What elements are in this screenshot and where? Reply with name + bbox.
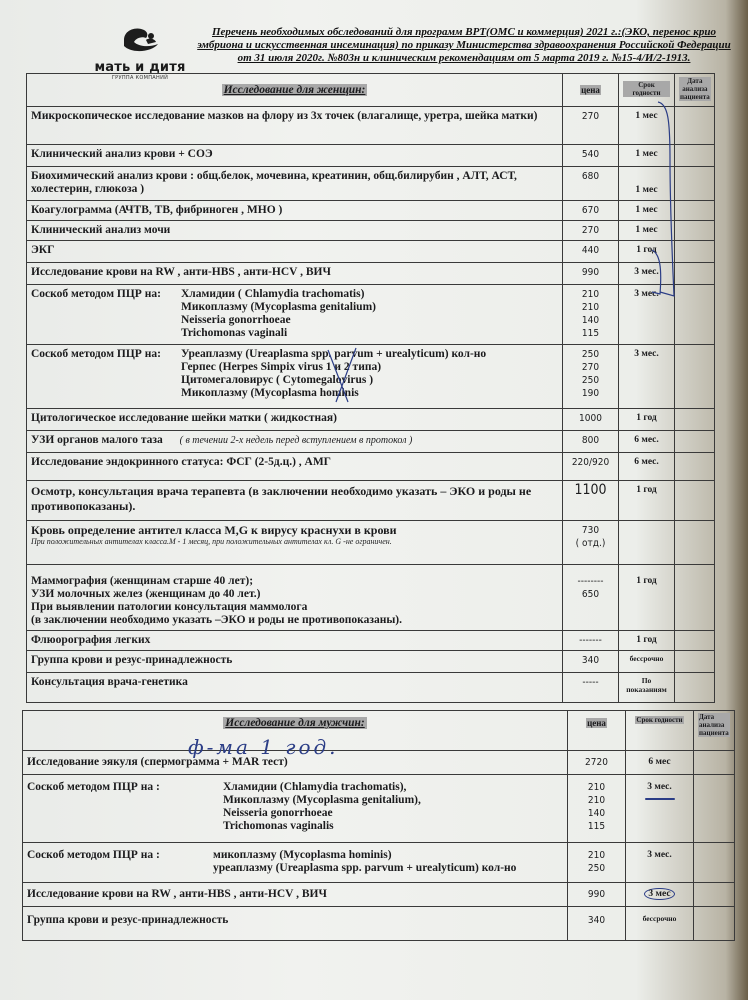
test-price: 680 xyxy=(563,167,619,201)
test-term: По показаниям xyxy=(619,673,675,703)
test-price: 210 210 140 115 xyxy=(568,775,626,843)
test-name: Маммография (женщинам старше 40 лет); УЗИ молочных желез (женщинам до 40 лет.) При выявлении патологии консультация маммолога (в заключении необходимо указать –ЭКО и роды не противопоказаны). xyxy=(27,565,563,631)
test-term: 3 мес. xyxy=(619,345,675,409)
test-term: 1 мес xyxy=(619,107,675,145)
table-row xyxy=(27,409,715,431)
test-term: 3 мес. xyxy=(626,775,694,843)
test-name: Коагулограмма (АЧТВ, ТВ, фибриноген , МНО ) xyxy=(27,201,563,221)
patient-date[interactable] xyxy=(675,201,715,221)
header-term: Срок годности xyxy=(626,711,694,751)
patient-date[interactable] xyxy=(675,241,715,263)
patient-date[interactable] xyxy=(675,263,715,285)
table-row xyxy=(27,565,715,631)
patient-date[interactable] xyxy=(675,285,715,345)
patient-date[interactable] xyxy=(694,843,735,883)
table-row xyxy=(27,241,715,263)
test-name: Осмотр, консультация врача терапевта (в заключении необходимо указать – ЭКО и роды не противопоказаны). xyxy=(27,481,563,521)
test-term: бессрочно xyxy=(619,651,675,673)
table-row xyxy=(23,751,735,775)
test-price: 730 ( отд.) xyxy=(563,521,619,565)
test-term: 1 мес xyxy=(619,221,675,241)
table-row xyxy=(27,345,715,409)
patient-date[interactable] xyxy=(675,107,715,145)
table-row xyxy=(27,107,715,145)
patient-date[interactable] xyxy=(675,631,715,651)
test-name: Клинический анализ мочи xyxy=(27,221,563,241)
patient-date[interactable] xyxy=(694,751,735,775)
pcr-items: Хламидии ( Chlamydia trachomatis) Микоплазму (Mycoplasma genitalium) Neisseria gonorrhoeae Trichomonas vaginali xyxy=(181,288,376,339)
test-price: 2720 xyxy=(568,751,626,775)
test-term: 1 мес xyxy=(619,145,675,167)
test-term: 3 мес. xyxy=(619,263,675,285)
test-term xyxy=(619,521,675,565)
test-price: 340 xyxy=(568,907,626,941)
patient-date[interactable] xyxy=(675,345,715,409)
test-name: Исследование эякуля (спермограмма + MAR тест) xyxy=(23,751,568,775)
patient-date[interactable] xyxy=(675,565,715,631)
test-term: бессрочно xyxy=(626,907,694,941)
test-term xyxy=(626,883,694,907)
table-row xyxy=(27,221,715,241)
patient-date[interactable] xyxy=(675,453,715,481)
document-title: Перечень необходимых обследований для программ ВРТ(ОМС и коммерция) 2021 г.:(ЭКО, перенос крио эмбриона и искусственная инсеминация) по приказу Министерства здравоохранения Российской Федерации от 31 июля 2020г. №803н и клиническим рекомендациям от 5 марта 2019 г. №15-4/И/2-1913. xyxy=(197,26,731,64)
table-header-row xyxy=(23,711,735,751)
patient-date[interactable] xyxy=(675,521,715,565)
pen-underline xyxy=(645,798,675,800)
test-price: ------- xyxy=(563,631,619,651)
table-row xyxy=(27,263,715,285)
test-name: УЗИ органов малого таза ( в течении 2-х недель перед вступлением в протокол ) xyxy=(27,431,563,453)
logo-subtitle: ГРУППА КОМПАНИЙ xyxy=(111,75,169,81)
test-price: 1000 xyxy=(563,409,619,431)
logo-name: мать и дитя xyxy=(94,60,186,75)
test-term: 1 год xyxy=(619,241,675,263)
patient-date[interactable] xyxy=(675,651,715,673)
patient-date[interactable] xyxy=(675,167,715,201)
test-name: Группа крови и резус-принадлежность xyxy=(23,907,568,941)
header-price: цена xyxy=(568,711,626,751)
test-term: 1 мес xyxy=(619,201,675,221)
test-price: ----- xyxy=(563,673,619,703)
header-date: Дата анализа пациента xyxy=(675,74,715,107)
test-note: При положительных антителах класса.М - 1 месяц, при положительных антителах кл. G -не ограничен. xyxy=(31,537,392,546)
pcr-lead: Соскоб методом ПЦР на: xyxy=(31,348,161,360)
pcr-lead: Соскоб методом ПЦР на : xyxy=(27,781,160,793)
patient-date[interactable] xyxy=(675,409,715,431)
patient-date[interactable] xyxy=(675,431,715,453)
test-name: Микроскопическое исследование мазков на флору из 3х точек (влагалище, уретра, шейка матки) xyxy=(27,107,563,145)
test-term: 1 год xyxy=(619,565,675,631)
patient-date[interactable] xyxy=(694,775,735,843)
header-name: Исследование для мужчин: xyxy=(23,711,568,751)
test-price: 540 xyxy=(563,145,619,167)
test-term: 3 мес. xyxy=(626,843,694,883)
table-row xyxy=(27,167,715,201)
test-price: 250 270 250 190 xyxy=(563,345,619,409)
test-name: Исследование крови на RW , анти-HBS , анти-HCV , ВИЧ xyxy=(23,883,568,907)
test-price: 800 xyxy=(563,431,619,453)
table-row xyxy=(27,673,715,703)
mother-child-logo-icon xyxy=(118,24,162,54)
test-price: -------- 650 xyxy=(563,565,619,631)
test-term: 6 мес. xyxy=(619,453,675,481)
test-price: 270 xyxy=(563,107,619,145)
test-name: Клинический анализ крови + СОЭ xyxy=(27,145,563,167)
header-date: Дата анализа пациента xyxy=(694,711,735,751)
test-name: Консультация врача-генетика xyxy=(27,673,563,703)
patient-date[interactable] xyxy=(694,907,735,941)
test-price: 210 250 xyxy=(568,843,626,883)
test-price: 670 xyxy=(563,201,619,221)
test-price: 990 xyxy=(563,263,619,285)
pcr-items: микоплазму (Mycoplasma hominis) уреаплазму (Ureaplasma spp. parvum + urealyticum) кол-но xyxy=(213,849,517,874)
pcr-panel-2 xyxy=(23,843,568,883)
pcr-lead: Соскоб методом ПЦР на: xyxy=(31,288,161,300)
test-price: 210 210 140 115 xyxy=(563,285,619,345)
test-term: 1 год xyxy=(619,409,675,431)
header-name: Исследование для женщин: xyxy=(27,74,563,107)
patient-date[interactable] xyxy=(675,673,715,703)
test-term: 1 год xyxy=(619,481,675,521)
table-row xyxy=(27,145,715,167)
test-name: ЭКГ xyxy=(27,241,563,263)
table-row xyxy=(27,453,715,481)
pcr-lead: Соскоб методом ПЦР на : xyxy=(27,849,160,861)
women-tests-table xyxy=(26,73,715,703)
test-name: Исследование эндокринного статуса: ФСГ (2-5д.ц.) , АМГ xyxy=(27,453,563,481)
table-row xyxy=(27,431,715,453)
test-price: 270 xyxy=(563,221,619,241)
table-row xyxy=(23,883,735,907)
table-row xyxy=(27,481,715,521)
table-row xyxy=(23,843,735,883)
patient-date[interactable] xyxy=(675,221,715,241)
patient-date[interactable] xyxy=(675,481,715,521)
test-name: Исследование крови на RW , анти-HBS , анти-HCV , ВИЧ xyxy=(27,263,563,285)
test-price: 440 xyxy=(563,241,619,263)
test-name: Кровь определение антител класса M,G к вирусу краснухи в крови При положительных антителах класса.М - 1 месяц, при положительных антителах кл. G -не ограничен. xyxy=(27,521,563,565)
table-row xyxy=(27,201,715,221)
table-row xyxy=(27,285,715,345)
table-row xyxy=(27,521,715,565)
table-row xyxy=(27,651,715,673)
test-term: 1 год xyxy=(619,631,675,651)
pcr-panel-1 xyxy=(23,775,568,843)
test-price: 990 xyxy=(568,883,626,907)
pcr-panel-1 xyxy=(27,285,563,345)
test-note: ( в течении 2-х недель перед вступлением в протокол ) xyxy=(179,435,413,446)
test-name: Биохимический анализ крови : общ.белок, мочевина, креатинин, общ.билирубин , АЛТ, АСТ, холестерин, глюкоза ) xyxy=(27,167,563,201)
pcr-items: Уреаплазму (Ureaplasma spp. parvum + urealyticum) кол-но Герпес (Herpes Simpix virus 1 и 2 типа) Цитомегаловирус ( Cytomegalovirus ) Микоплазму (Mycoplasma hominis xyxy=(181,348,487,399)
test-term: 6 мес. xyxy=(619,431,675,453)
pcr-panel-2 xyxy=(27,345,563,409)
test-name: Флюорография легких xyxy=(27,631,563,651)
table-header-row xyxy=(27,74,715,107)
men-tests-table xyxy=(22,710,735,941)
patient-date[interactable] xyxy=(694,883,735,907)
table-row xyxy=(27,631,715,651)
test-name: Цитологическое исследование шейки матки ( жидкостная) xyxy=(27,409,563,431)
patient-date[interactable] xyxy=(675,145,715,167)
test-term: 1 мес xyxy=(619,167,675,201)
handwritten-note: ф-ма 1 год. xyxy=(188,735,339,759)
test-term: 6 мес xyxy=(626,751,694,775)
pcr-items: Хламидии (Chlamydia trachomatis), Микоплазму (Mycoplasma genitalium), Neisseria gonorrhoeae Trichomonas vaginalis xyxy=(223,781,421,832)
header-price: цена xyxy=(563,74,619,107)
header-term: Срок годности xyxy=(619,74,675,107)
test-price: 1100 xyxy=(563,481,619,521)
table-row xyxy=(23,907,735,941)
test-price: 220/920 xyxy=(563,453,619,481)
test-name: Группа крови и резус-принадлежность xyxy=(27,651,563,673)
table-row xyxy=(23,775,735,843)
test-term: 3 мес. xyxy=(619,285,675,345)
test-price: 340 xyxy=(563,651,619,673)
circled-term: 3 мес xyxy=(644,888,674,900)
